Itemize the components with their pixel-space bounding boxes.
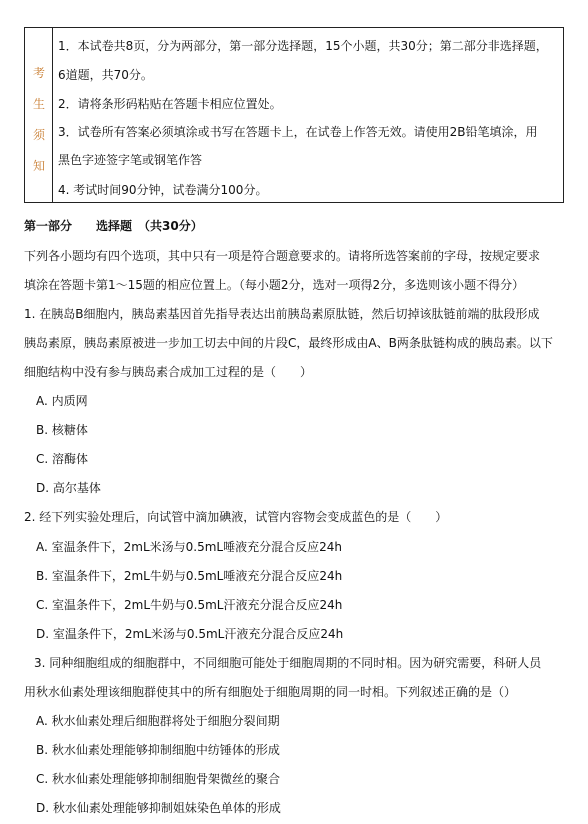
section-intro-line: 填涂在答题卡第1～15题的相应位置上。（每小题2分，选对一项得2分，多选则该小题不得分） — [24, 278, 525, 292]
notice-line: 3．试卷所有答案必须填涂或书写在答题卡上，在试卷上作答无效。请使用2B铅笔填涂，用 — [58, 125, 538, 139]
question-3-stem: 3. 同种细胞组成的细胞群中，不同细胞可能处于细胞周期的不同时相。因为研究需要，科研人员 — [34, 656, 542, 670]
question-1-option: C. 溶酶体 — [36, 452, 89, 466]
question-1-option: A. 内质网 — [36, 394, 88, 408]
question-3-option: B. 秋水仙素处理能够抑制细胞中纺锤体的形成 — [36, 743, 280, 757]
question-1-stem: 细胞结构中没有参与胰岛素合成加工过程的是（ ） — [24, 365, 313, 379]
question-3-option: A. 秋水仙素处理后细胞群将处于细胞分裂间期 — [36, 714, 280, 728]
question-2-option: A. 室温条件下，2mL米汤与0.5mL唾液充分混合反应24h — [36, 540, 342, 554]
question-1-option: D. 高尔基体 — [36, 481, 101, 495]
notice-line: 黑色字迹签字笔或钢笔作答 — [58, 153, 203, 167]
notice-line: 2．请将条形码粘贴在答题卡相应位置处。 — [58, 97, 282, 111]
question-3-stem: 用秋水仙素处理该细胞群使其中的所有细胞处于细胞周期的同一时相。下列叙述正确的是（） — [24, 685, 517, 699]
notice-line: 4. 考试时间90分钟，试卷满分100分。 — [58, 183, 268, 197]
question-2-option: D. 室温条件下，2mL米汤与0.5mL汗液充分混合反应24h — [36, 627, 344, 641]
notice-line: 1．本试卷共8页，分为两部分，第一部分选择题，15个小题，共30分；第二部分非选择题， — [58, 39, 548, 53]
notice-side-label — [25, 28, 53, 202]
exam-notice-box — [24, 27, 564, 203]
notice-side-char: 须 — [32, 128, 45, 142]
question-3-option: C. 秋水仙素处理能够抑制细胞骨架微丝的聚合 — [36, 772, 281, 786]
question-2-option: C. 室温条件下，2mL牛奶与0.5mL汗液充分混合反应24h — [36, 598, 343, 612]
question-3-option: D. 秋水仙素处理能够抑制姐妹染色单体的形成 — [36, 801, 281, 815]
section-intro-line: 下列各小题均有四个选项，其中只有一项是符合题意要求的。请将所选答案前的字母，按规定要求 — [24, 249, 541, 263]
question-2-option: B. 室温条件下，2mL牛奶与0.5mL唾液充分混合反应24h — [36, 569, 343, 583]
notice-side-char: 知 — [32, 159, 45, 173]
notice-side-char: 生 — [32, 97, 45, 111]
notice-side-char: 考 — [32, 66, 45, 80]
question-1-option: B. 核糖体 — [36, 423, 88, 437]
notice-line: 6道题，共70分。 — [58, 68, 153, 82]
question-1-stem: 1. 在胰岛B细胞内，胰岛素基因首先指导表达出前胰岛素原肽链，然后切掉该肽链前端的肽段形成 — [24, 307, 540, 321]
section-title: 第一部分 选择题 （共30分） — [24, 219, 203, 233]
question-2-stem: 2. 经下列实验处理后，向试管中滴加碘液，试管内容物会变成蓝色的是（ ） — [24, 510, 448, 524]
question-1-stem: 胰岛素原，胰岛素原被进一步加工切去中间的片段C，最终形成由A、B两条肽链构成的胰岛素。以下 — [24, 336, 553, 350]
